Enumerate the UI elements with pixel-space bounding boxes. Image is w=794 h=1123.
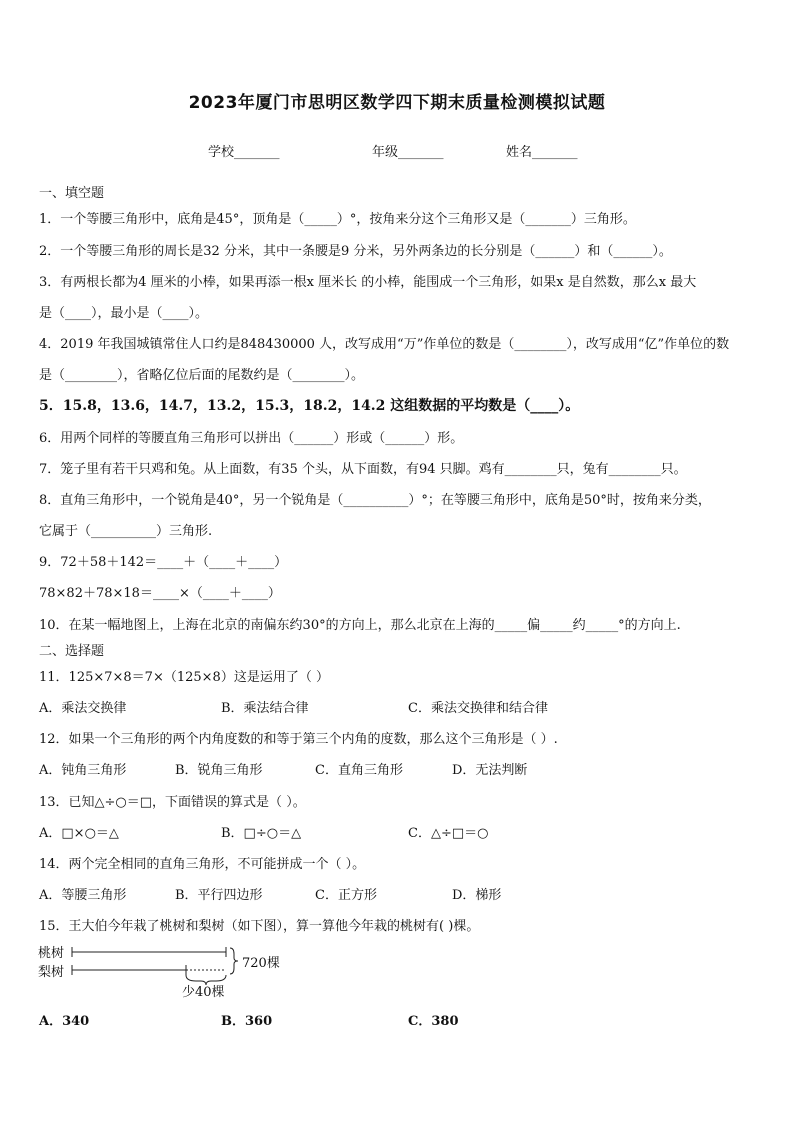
pear-label: 梨树 [38, 965, 65, 980]
total-label: 720棵 [242, 956, 280, 971]
question-9-line-1: 9．72＋58＋142＝____＋（____＋____） [39, 555, 288, 570]
q14-option-c: C．正方形 [315, 888, 377, 903]
question-9-line-2: 78×82＋78×18＝____×（____＋____） [39, 586, 281, 601]
question-13: 13．已知△÷○＝□，下面错误的算式是（ ）。 [39, 795, 306, 810]
question-8-line-1: 8．直角三角形中，一个锐角是40°，另一个锐角是（__________）°；在等腰三角形中，底角是50°时，按角来分类， [39, 493, 711, 508]
tree-count-diagram [36, 940, 296, 1000]
question-2: 2．一个等腰三角形的周长是32 分米，其中一条腰是9 分米，另外两条边的长分别是（______）和（______）。 [39, 244, 672, 259]
question-7: 7．笼子里有若干只鸡和兔。从上面数，有35 个头，从下面数，有94 只脚。鸡有________只，兔有________只。 [39, 462, 687, 477]
school-field: 学校_______ [208, 145, 280, 160]
q12-option-d: D．无法判断 [452, 763, 528, 778]
question-8-line-2: 它属于（__________）三角形. [39, 524, 213, 539]
page-title: 2023年厦门市思明区数学四下期末质量检测模拟试题 [188, 93, 606, 113]
q11-option-c: C．乘法交换律和结合律 [408, 701, 548, 716]
question-11: 11．125×7×8＝7×（125×8）这是运用了（ ） [39, 670, 329, 685]
question-3-line-1: 3．有两根长都为4 厘米的小棒，如果再添一根x 厘米长 的小棒，能围成一个三角形，如果x 是自然数，那么x 最大 [39, 275, 697, 290]
q12-option-c: C．直角三角形 [315, 763, 403, 778]
q11-option-a: A．乘法交换律 [39, 701, 127, 716]
section-fill-in-heading: 一、填空题 [39, 186, 105, 201]
q15-option-a: A．340 [39, 1014, 90, 1029]
q15-option-b: B．360 [221, 1014, 273, 1029]
difference-label: 少40棵 [182, 985, 225, 1000]
question-4-line-1: 4．2019 年我国城镇常住人口约是848430000 人，改写成用“万”作单位的数是（________），改写成用“亿”作单位的数 [39, 337, 730, 352]
q12-option-b: B．锐角三角形 [175, 763, 263, 778]
question-1: 1．一个等腰三角形中，底角是45°，顶角是（_____）°，按角来分这个三角形又是（_______）三角形。 [39, 212, 636, 227]
q12-option-a: A．钝角三角形 [39, 763, 127, 778]
q14-option-b: B．平行四边形 [175, 888, 263, 903]
q13-option-a: A．□×○＝△ [39, 826, 119, 841]
question-6: 6．用两个同样的等腰直角三角形可以拼出（______）形或（______）形。 [39, 431, 464, 446]
grade-field: 年级_______ [372, 145, 444, 160]
question-4-line-2: 是（________），省略亿位后面的尾数约是（________）。 [39, 368, 365, 383]
q14-option-d: D．梯形 [452, 888, 502, 903]
q11-option-b: B．乘法结合律 [221, 701, 309, 716]
question-15: 15．王大伯今年栽了桃树和梨树（如下图），算一算他今年栽的桃树有( )棵。 [39, 919, 480, 934]
total-brace [230, 948, 238, 974]
q13-option-c: C．△÷□＝○ [408, 826, 489, 841]
question-5: 5．15.8，13.6，14.7，13.2，15.3，18.2，14.2 这组数据的平均数是（____）。 [39, 398, 580, 414]
q14-option-a: A．等腰三角形 [39, 888, 127, 903]
question-12: 12．如果一个三角形的两个内角度数的和等于第三个内角的度数，那么这个三角形是（ ）. [39, 732, 558, 747]
q13-option-b: B．□÷○＝△ [221, 826, 302, 841]
question-3-line-2: 是（____），最小是（____）。 [39, 306, 209, 321]
name-field: 姓名_______ [506, 145, 578, 160]
question-10: 10．在某一幅地图上，上海在北京的南偏东约30°的方向上，那么北京在上海的_____偏_____约_____°的方向上. [39, 618, 681, 633]
question-14: 14．两个完全相同的直角三角形，不可能拼成一个（ ）。 [39, 857, 366, 872]
peach-label: 桃树 [38, 946, 65, 961]
section-choice-heading: 二、选择题 [39, 644, 105, 659]
q15-option-c: C．380 [408, 1014, 459, 1029]
